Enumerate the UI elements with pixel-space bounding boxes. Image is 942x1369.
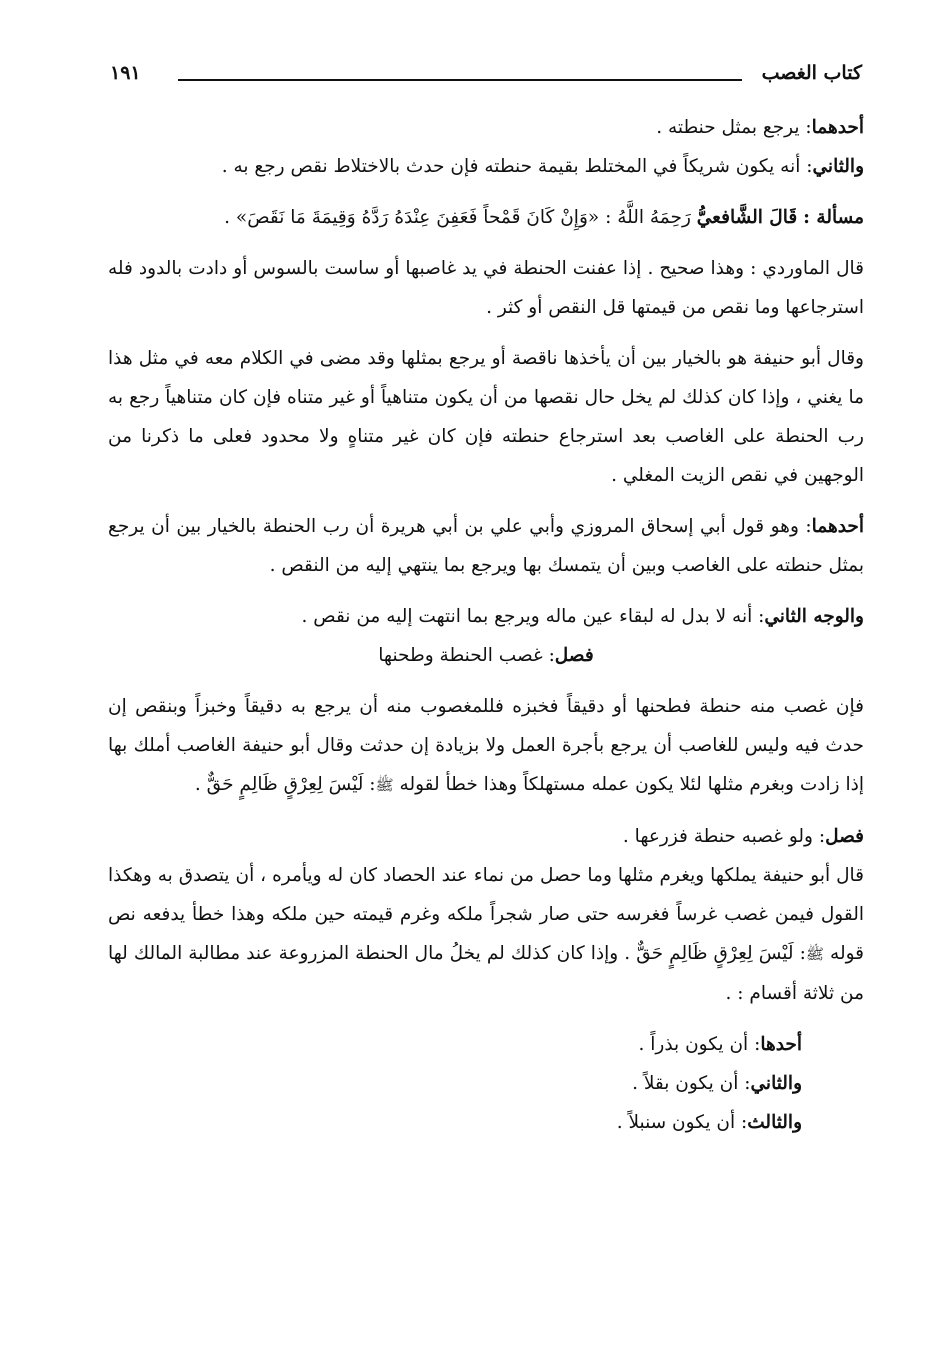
page-body bbox=[108, 108, 864, 1142]
paragraph-text: قال الماوردي : وهذا صحيح . إذا عفنت الحنطة في يد غاصبها أو ساست بالسوس أو دادت بالدود فله استرجاعها وما نقص من قيمتها قل النقص أو كثر . bbox=[108, 258, 864, 318]
three-categories-list bbox=[542, 1025, 864, 1142]
hadith-text: : لَيْسَ لِعِرْقٍ ظَالِمٍ حَقٌّ . bbox=[194, 774, 376, 795]
header-rule bbox=[178, 79, 742, 81]
paragraph-masala bbox=[108, 198, 864, 237]
list-item-text: : أن يكون سنبلاً . bbox=[616, 1112, 748, 1133]
list-item bbox=[542, 1025, 802, 1064]
paragraph-label: أحدهما bbox=[811, 516, 864, 537]
section-label: فصل bbox=[825, 826, 864, 847]
paragraph-text: وقال أبو حنيفة هو بالخيار بين أن يأخذها ناقصة أو يرجع بمثلها وقد مضى في الكلام معه في مثل هذا ما يغني ، وإذا كان كذلك لم يخل حال نقصها من أن يكون متناهياً أو غير متناه فإن كان متناهياً رجع به رب الحنطة على الغاصب بعد استرجاع حنطته فإن كان غير متناهٍ ولا محدود فعلى ما ذكرنا من الوجهين في نقص الزيت المغلي . bbox=[108, 348, 864, 486]
section-heading-wheat-grinding bbox=[108, 636, 864, 675]
section-heading-planting bbox=[108, 817, 864, 856]
section-title: : ولو غصبه حنطة فزرعها . bbox=[622, 826, 826, 847]
paragraph-planting-ruling bbox=[108, 856, 864, 1013]
shafii-label: قَالَ الشَّافعيُّ bbox=[696, 207, 798, 228]
hadith-text: : لَيْسَ لِعِرْقٍ ظَالِمٍ حَقٌّ . وإذا كان كذلك لم يخلُ مال الحنطة المزروعة عند مطالبة المالك لها من ثلاثة أقسام : . bbox=[108, 943, 864, 1004]
page-header bbox=[110, 62, 862, 92]
list-item bbox=[542, 1064, 802, 1103]
section-label: فصل bbox=[554, 645, 594, 666]
page-number: ١٩١ bbox=[110, 62, 141, 84]
paragraph-text: : أنه يكون شريكاً في المختلط بقيمة حنطته فإن حدث بالاختلاط نقص رجع به . bbox=[221, 156, 813, 177]
paragraph-text: : أنه لا بدل له لبقاء عين ماله ويرجع بما انتهت إليه من نقص . bbox=[301, 606, 765, 627]
list-item-label: أحدها bbox=[760, 1034, 802, 1055]
paragraph-mawardi bbox=[108, 249, 864, 327]
paragraph-abu-hanifa bbox=[108, 339, 864, 495]
paragraph-grinding-ruling bbox=[108, 687, 864, 805]
honorific-symbol: ﷺ bbox=[375, 776, 394, 794]
list-item-text: : أن يكون بقلاً . bbox=[632, 1073, 751, 1094]
paragraph-label: أحدهما bbox=[811, 117, 864, 138]
paragraph-text: فإن غصب منه حنطة فطحنها أو دقيقاً فخبزه فللمغصوب منه أن يرجع به دقيقاً وخبزاً وبنقص إن حدث فيه وليس للغاصب أن يرجع بأجرة العمل ولا بزيادة إن حدثت وقال أبو حنيفة الغاصب أملك بها إذا زادت وبغرم مثلها لئلا يكون عمله مستهلكاً وهذا خطأ لقوله bbox=[108, 696, 864, 795]
paragraph-label: والثاني bbox=[812, 156, 864, 177]
paragraph-second-view bbox=[108, 597, 864, 636]
list-item-text: : أن يكون بذراً . bbox=[638, 1034, 761, 1055]
paragraph-second-opinion bbox=[108, 147, 864, 186]
list-item bbox=[542, 1103, 802, 1142]
paragraph-text: : وهو قول أبي إسحاق المروزي وأبي علي بن أبي هريرة أن رب الحنطة بالخيار بين أن يرجع بمثل حنطته على الغاصب وبين أن يتمسك بها ويرجع بما ينتهي إليه من النقص . bbox=[108, 516, 864, 576]
paragraph-text: قال أبو حنيفة يملكها ويغرم مثلها وما حصل من نماء عند الحصاد كان له ويأمره ، أن يتصدق به وهكذا القول فيمن غصب غرساً فغرسه حتى صار شجراً ملكه وغرم قيمته حين ملكه وهذا خطأ يدفعه نص قوله bbox=[108, 865, 864, 964]
masala-text: رَحِمَهُ اللَّهُ : «وَإِنْ كَانَ قَمْحاً فَعَفِنَ عِنْدَهُ رَدَّهُ وَقِيمَةَ مَا نَقَصَ» . bbox=[224, 207, 691, 228]
paragraph-first-view bbox=[108, 507, 864, 585]
paragraph-label: والوجه الثاني bbox=[764, 606, 864, 627]
honorific-symbol: ﷺ bbox=[805, 945, 824, 963]
section-title: : غصب الحنطة وطحنها bbox=[378, 645, 555, 666]
list-item-label: والثالث bbox=[747, 1112, 802, 1133]
paragraph-text: : يرجع بمثل حنطته . bbox=[656, 117, 812, 138]
chapter-title: كتاب الغصب bbox=[761, 62, 862, 84]
list-item-label: والثاني bbox=[750, 1073, 802, 1094]
masala-label: مسألة : bbox=[803, 207, 864, 228]
paragraph-first-opinion bbox=[108, 108, 864, 147]
